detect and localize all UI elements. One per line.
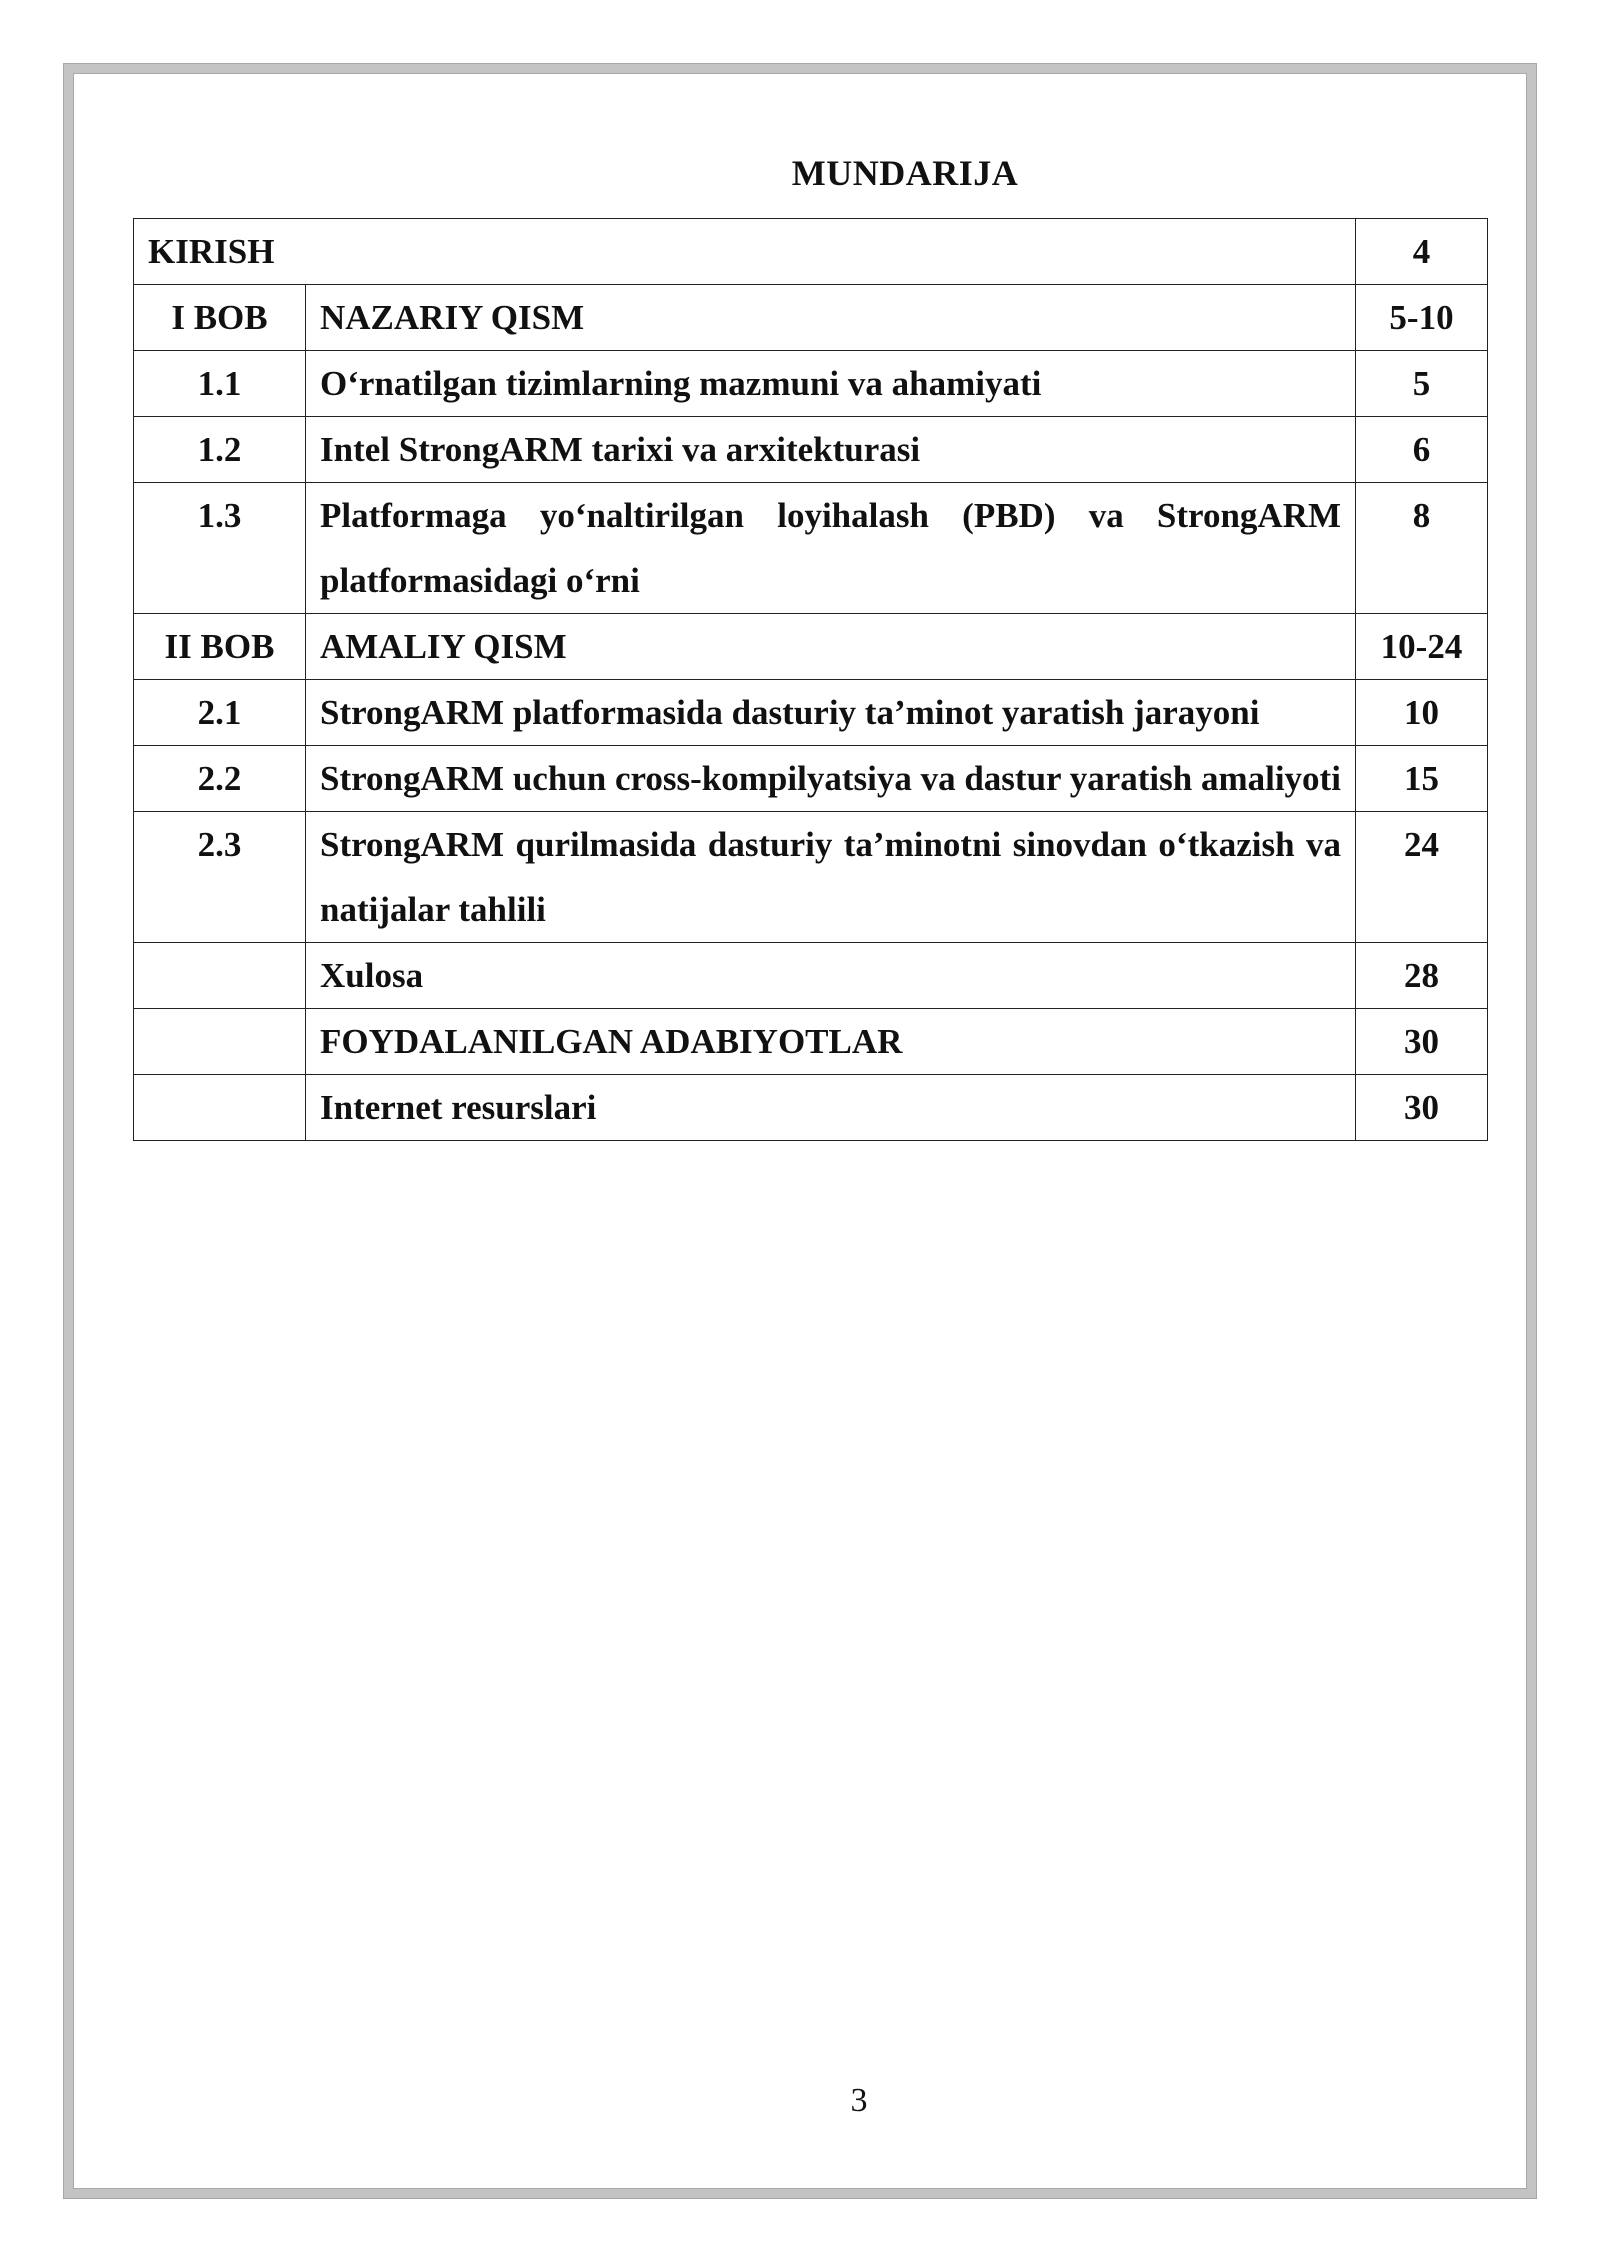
table-row — [134, 483, 1488, 614]
toc-page-number: 28 — [1356, 943, 1488, 1009]
toc-page-number: 6 — [1356, 417, 1488, 483]
toc-page-number: 8 — [1356, 483, 1488, 614]
table-row — [134, 680, 1488, 746]
table-row — [134, 614, 1488, 680]
toc-page-number: 5-10 — [1356, 285, 1488, 351]
toc-section-title: Internet resurslari — [306, 1075, 1356, 1141]
document-title: MUNDARIJA — [791, 153, 1019, 193]
toc-page-number: 10-24 — [1356, 614, 1488, 680]
toc-section-title: Xulosa — [306, 943, 1356, 1009]
toc-section-title: NAZARIY QISM — [306, 285, 1356, 351]
toc-section-number: 2.3 — [134, 812, 306, 943]
toc-section-title: StrongARM platformasida dasturiy ta’minot yaratish jarayoni — [306, 680, 1356, 746]
table-row — [134, 812, 1488, 943]
toc-section-number: 1.1 — [134, 351, 306, 417]
page-number: 3 — [850, 2082, 868, 2119]
toc-section-title: AMALIY QISM — [306, 614, 1356, 680]
table-of-contents — [133, 218, 1488, 1141]
toc-section-title: Intel StrongARM tarixi va arxitekturasi — [306, 417, 1356, 483]
table-row — [134, 351, 1488, 417]
toc-page-number: 30 — [1356, 1009, 1488, 1075]
toc-section-title: Platformaga yo‘naltirilgan loyihalash (PBD) va StrongARM platformasidagi o‘rni — [306, 483, 1356, 614]
toc-section-number: I BOB — [134, 285, 306, 351]
toc-section-title: StrongARM uchun cross-kompilyatsiya va dastur yaratish amaliyoti — [306, 746, 1356, 812]
table-row — [134, 746, 1488, 812]
toc-section-title: FOYDALANILGAN ADABIYOTLAR — [306, 1009, 1356, 1075]
table-row — [134, 417, 1488, 483]
toc-section-number: 1.2 — [134, 417, 306, 483]
toc-page-number: 24 — [1356, 812, 1488, 943]
toc-section-number: 2.2 — [134, 746, 306, 812]
toc-page-number: 5 — [1356, 351, 1488, 417]
toc-section-number — [134, 1009, 306, 1075]
toc-section-number: 1.3 — [134, 483, 306, 614]
table-row — [134, 285, 1488, 351]
table-row — [134, 1075, 1488, 1141]
toc-page-number: 30 — [1356, 1075, 1488, 1141]
toc-section-title: StrongARM qurilmasida dasturiy ta’minotni sinovdan o‘tkazish va natijalar tahlili — [306, 812, 1356, 943]
toc-section-number: 2.1 — [134, 680, 306, 746]
toc-section-number — [134, 943, 306, 1009]
toc-section-number: II BOB — [134, 614, 306, 680]
toc-page-number: 15 — [1356, 746, 1488, 812]
toc-row-intro — [134, 219, 1488, 285]
table-row — [134, 1009, 1488, 1075]
toc-section-number — [134, 1075, 306, 1141]
table-row — [134, 943, 1488, 1009]
toc-intro-page: 4 — [1356, 219, 1488, 285]
toc-section-title: O‘rnatilgan tizimlarning mazmuni va ahamiyati — [306, 351, 1356, 417]
toc-intro-label: KIRISH — [134, 219, 1356, 285]
toc-page-number: 10 — [1356, 680, 1488, 746]
